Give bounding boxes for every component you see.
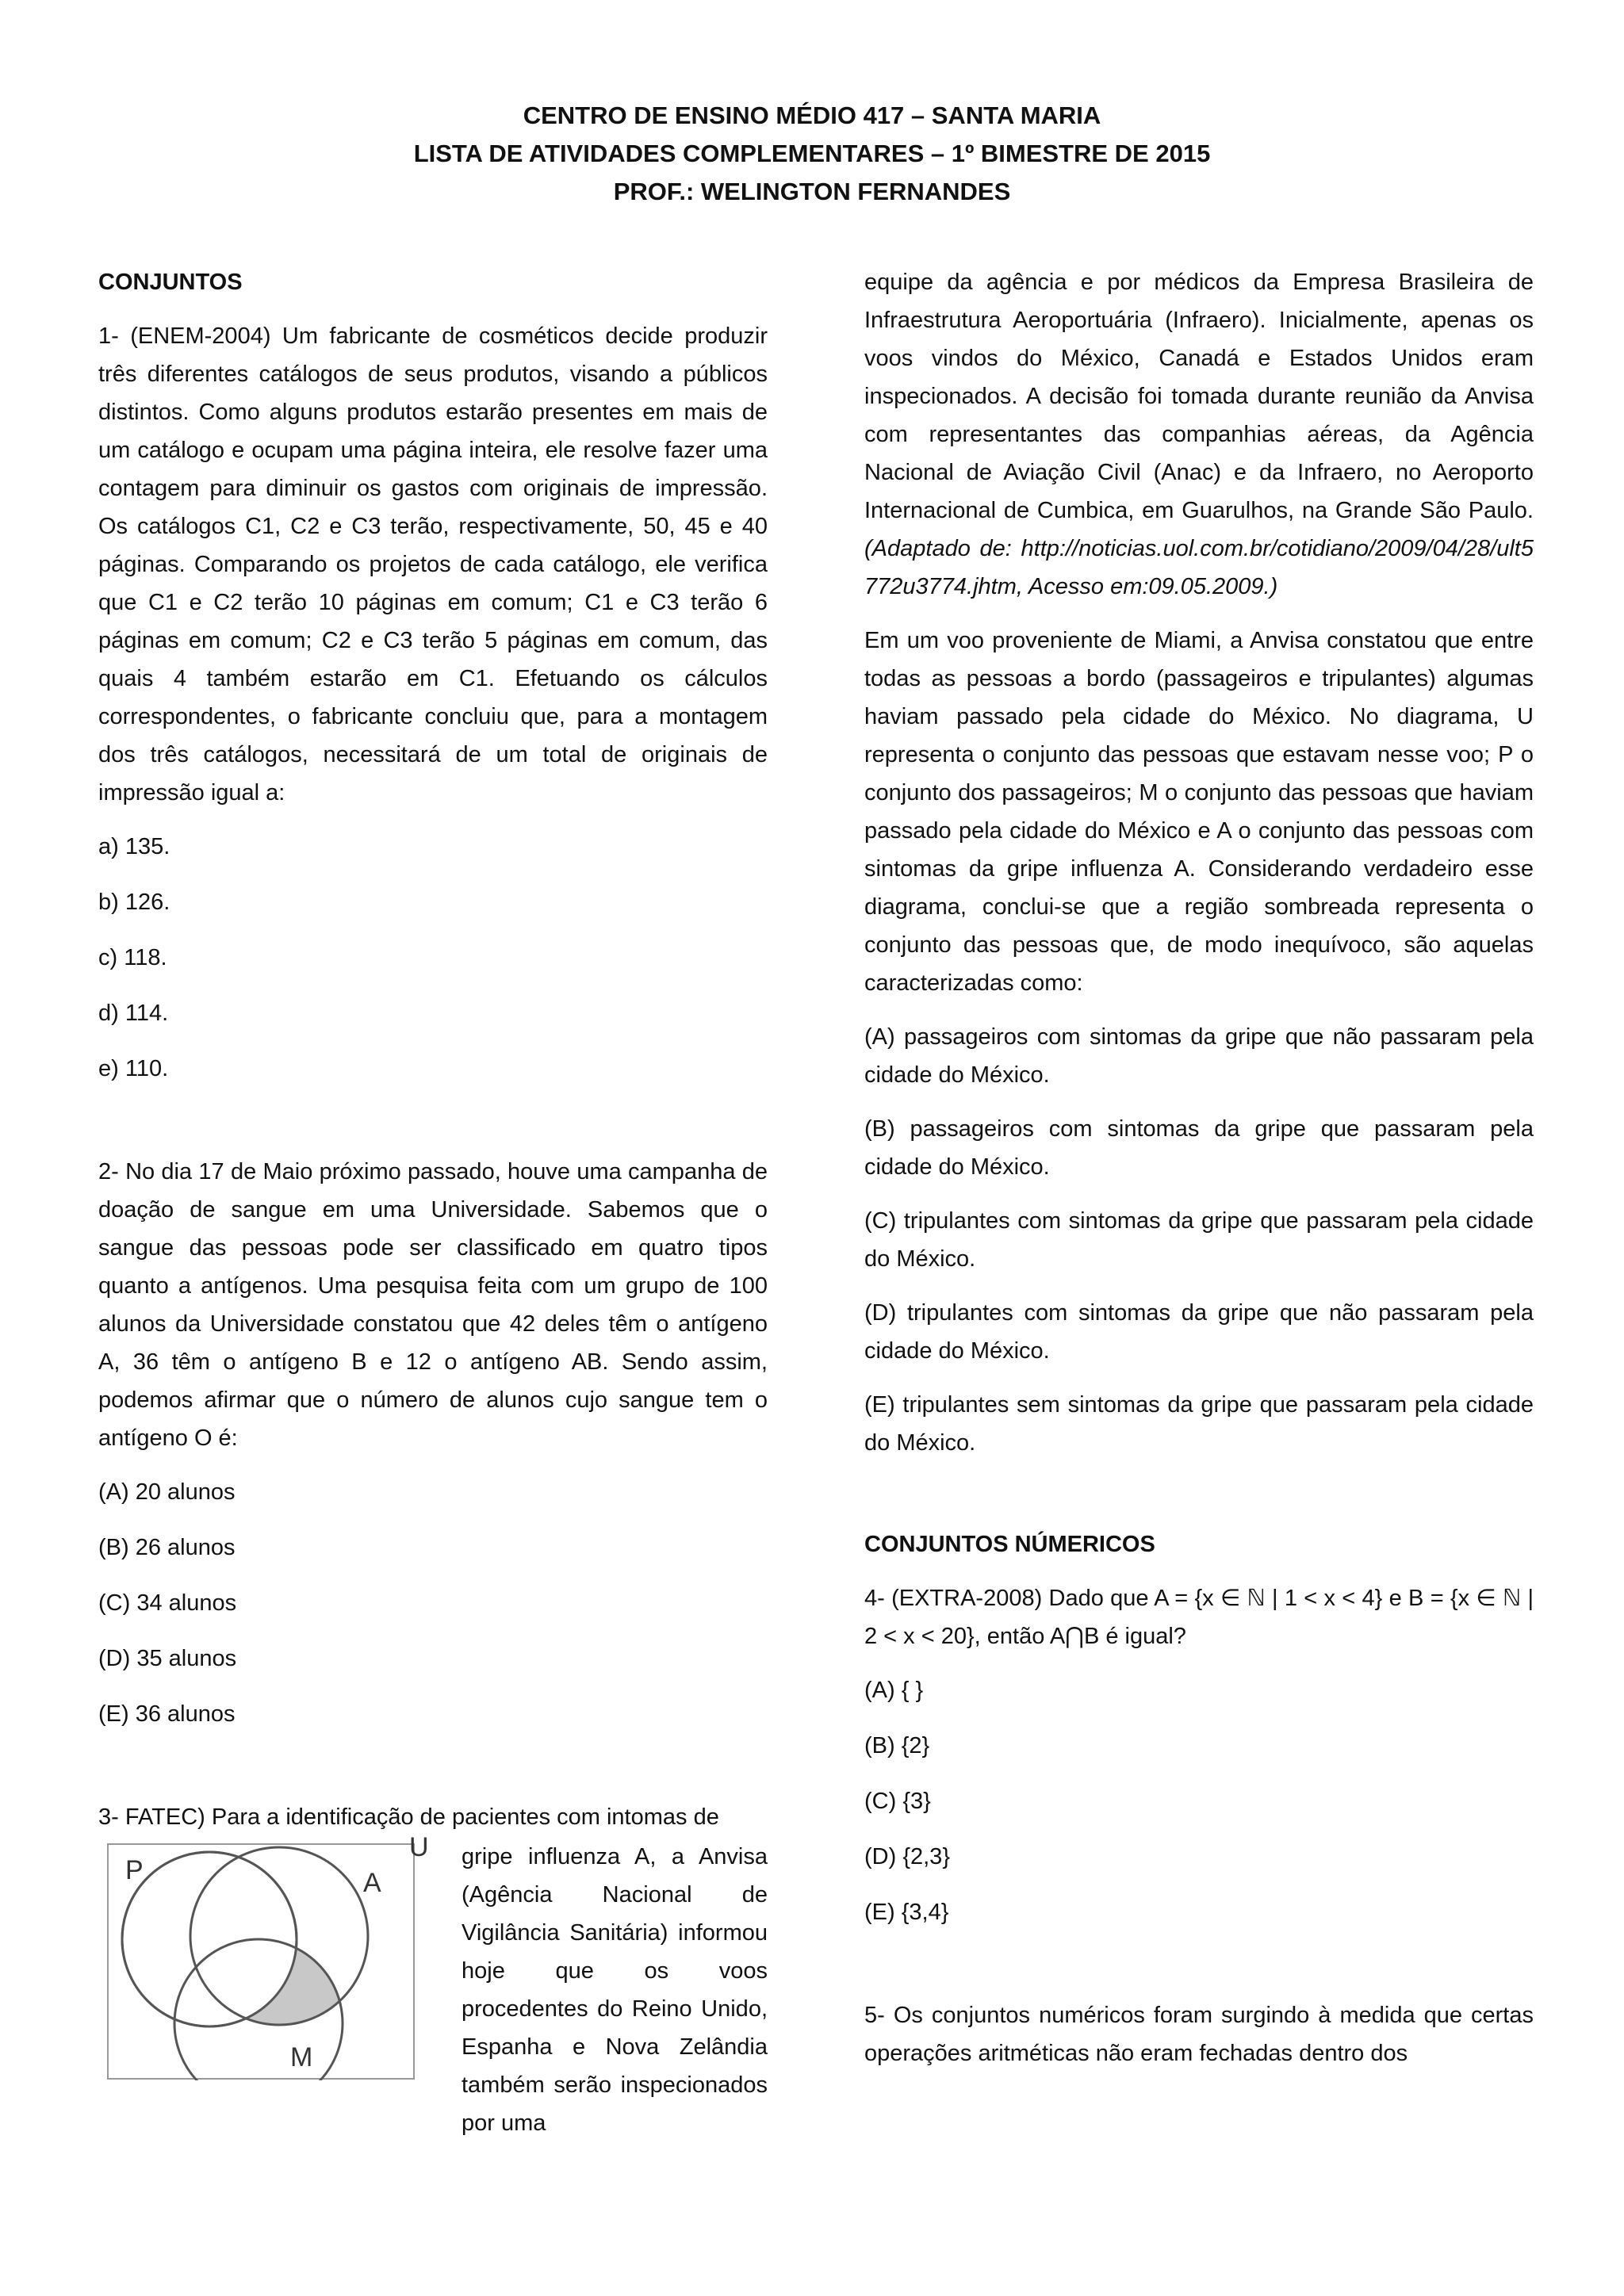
question-3-paragraph-2: Em um voo proveniente de Miami, a Anvisa constatou que entre todas as pessoas a bordo (passageiros e tripulantes) algumas haviam passado pela cidade do México. No diagrama, U representa o conjunto das pessoas que estavam nesse voo; P o conjunto dos passageiros; M o conjunto das pessoas que haviam passado pela cidade do México e A o conjunto das pessoas com sintomas da gripe influenza A. Considerando verdadeiro esse diagrama, conclui-se que a região sombreada representa o conjunto das pessoas que, de modo inequívoco, são aquelas caracterizadas como:: [864, 628, 1534, 996]
page-header: [0, 97, 1624, 211]
question-3-option-a: (A) passageiros com sintomas da gripe que não passaram pela cidade do México.: [864, 1024, 1534, 1088]
question-2-text: 2- No dia 17 de Maio próximo passado, houve uma campanha de doação de sangue em uma Universidade. Sabemos que o sangue das pessoas pode ser classificado em quatro tipos quanto a antígenos. Uma pesquisa feita com um grupo de 100 alunos da Universidade constatou que 42 deles têm o antígeno A, 36 têm o antígeno B e 12 o antígeno AB. Sendo assim, podemos afirmar que o número de alunos cujo sangue tem o antígeno O é:: [98, 1159, 768, 1451]
question-3-continuation: [864, 263, 1534, 606]
venn-diagram: [106, 1843, 416, 2080]
venn-label-p: P: [125, 1855, 144, 1885]
question-2-option-d: (D) 35 alunos: [98, 1646, 237, 1671]
school-name: CENTRO DE ENSINO MÉDIO 417 – SANTA MARIA: [523, 101, 1101, 129]
question-1-text: 1- (ENEM-2004) Um fabricante de cosméticos decide produzir três diferentes catálogos de seus produtos, visando a públicos distintos. Como alguns produtos estarão presentes em mais de um catálogo e ocupam uma página inteira, ele resolve fazer uma contagem para diminuir os gastos com originais de impressão. Os catálogos C1, C2 e C3 terão, respectivamente, 50, 45 e 40 páginas. Comparando os projetos de cada catálogo, ele verifica que C1 e C2 terão 10 páginas em comum; C1 e C3 terão 6 páginas em comum; C2 e C3 terão 5 páginas em comum, das quais 4 também estarão em C1. Efetuando os cálculos correspondentes, o fabricante concluiu que, para a montagem dos três catálogos, necessitará de um total de originais de impressão igual a:: [98, 323, 768, 806]
section-title-conjuntos-numericos: CONJUNTOS NÚMERICOS: [864, 1532, 1155, 1557]
question-2-option-b: (B) 26 alunos: [98, 1535, 236, 1560]
question-1-option-c: c) 118.: [98, 945, 167, 970]
question-3-continuation-text: equipe da agência e por médicos da Empresa Brasileira de Infraestrutura Aeroportuária (Infraero). Inicialmente, apenas os voos vindos do México, Canadá e Estados Unidos eram inspecionados. A decisão foi tomada durante reunião da Anvisa com representantes das companhias aéreas, da Agência Nacional de Aviação Civil (Anac) e da Infraero, no Aeroporto Internacional de Cumbica, em Guarulhos, na Grande São Paulo.: [864, 270, 1534, 523]
question-4-option-c: (C) {3}: [864, 1789, 931, 1814]
venn-label-a: A: [363, 1868, 381, 1898]
question-3-option-c: (C) tripulantes com sintomas da gripe que passaram pela cidade do México.: [864, 1208, 1534, 1272]
teacher-name: PROF.: WELINGTON FERNANDES: [613, 178, 1011, 205]
question-2-option-e: (E) 36 alunos: [98, 1701, 236, 1727]
question-3-option-b: (B) passageiros com sintomas da gripe que passaram pela cidade do México.: [864, 1116, 1534, 1180]
question-4-text: 4- (EXTRA-2008) Dado que A = {x ∈ ℕ | 1 < x < 4} e B = {x ∈ ℕ | 2 < x < 20}, então A⋂B é igual?: [864, 1586, 1534, 1649]
question-5-text: 5- Os conjuntos numéricos foram surgindo à medida que certas operações aritméticas não eram fechadas dentro dos: [864, 2003, 1534, 2066]
question-3-side-text: gripe influenza A, a Anvisa (Agência Nacional de Vigilância Sanitária) informou hoje que os voos procedentes do Reino Unido, Espanha e Nova Zelândia também serão inspecionados por uma: [462, 1844, 768, 2136]
question-3-source: (Adaptado de: http://noticias.uol.com.br/cotidiano/2009/04/28/ult5772u3774.jhtm, Acesso em:09.05.2009.): [864, 536, 1534, 599]
question-1-option-d: d) 114.: [98, 1001, 169, 1026]
left-column: [98, 263, 768, 2187]
question-2-option-c: (C) 34 alunos: [98, 1590, 237, 1616]
section-title-conjuntos: CONJUNTOS: [98, 270, 243, 295]
question-4-option-d: (D) {2,3}: [864, 1844, 950, 1869]
question-3-option-d: (D) tripulantes com sintomas da gripe que não passaram pela cidade do México.: [864, 1300, 1534, 1364]
question-1-option-b: b) 126.: [98, 890, 170, 915]
list-title: LISTA DE ATIVIDADES COMPLEMENTARES – 1º BIMESTRE DE 2015: [413, 140, 1211, 167]
question-4-option-b: (B) {2}: [864, 1733, 930, 1758]
question-3-option-e: (E) tripulantes sem sintomas da gripe que passaram pela cidade do México.: [864, 1392, 1534, 1456]
question-1-option-a: a) 135.: [98, 834, 170, 859]
venn-label-m: M: [290, 2042, 313, 2072]
question-1-option-e: e) 110.: [98, 1056, 169, 1081]
question-3-intro: 3- FATEC) Para a identificação de pacientes com intomas de: [98, 1804, 719, 1830]
venn-label-u: U: [409, 1832, 429, 1862]
question-4-option-a: (A) { }: [864, 1678, 924, 1703]
right-column: [864, 263, 1534, 2088]
question-3-figure-block: [98, 1832, 768, 2187]
question-4-option-e: (E) {3,4}: [864, 1900, 949, 1925]
question-2-option-a: (A) 20 alunos: [98, 1479, 236, 1505]
